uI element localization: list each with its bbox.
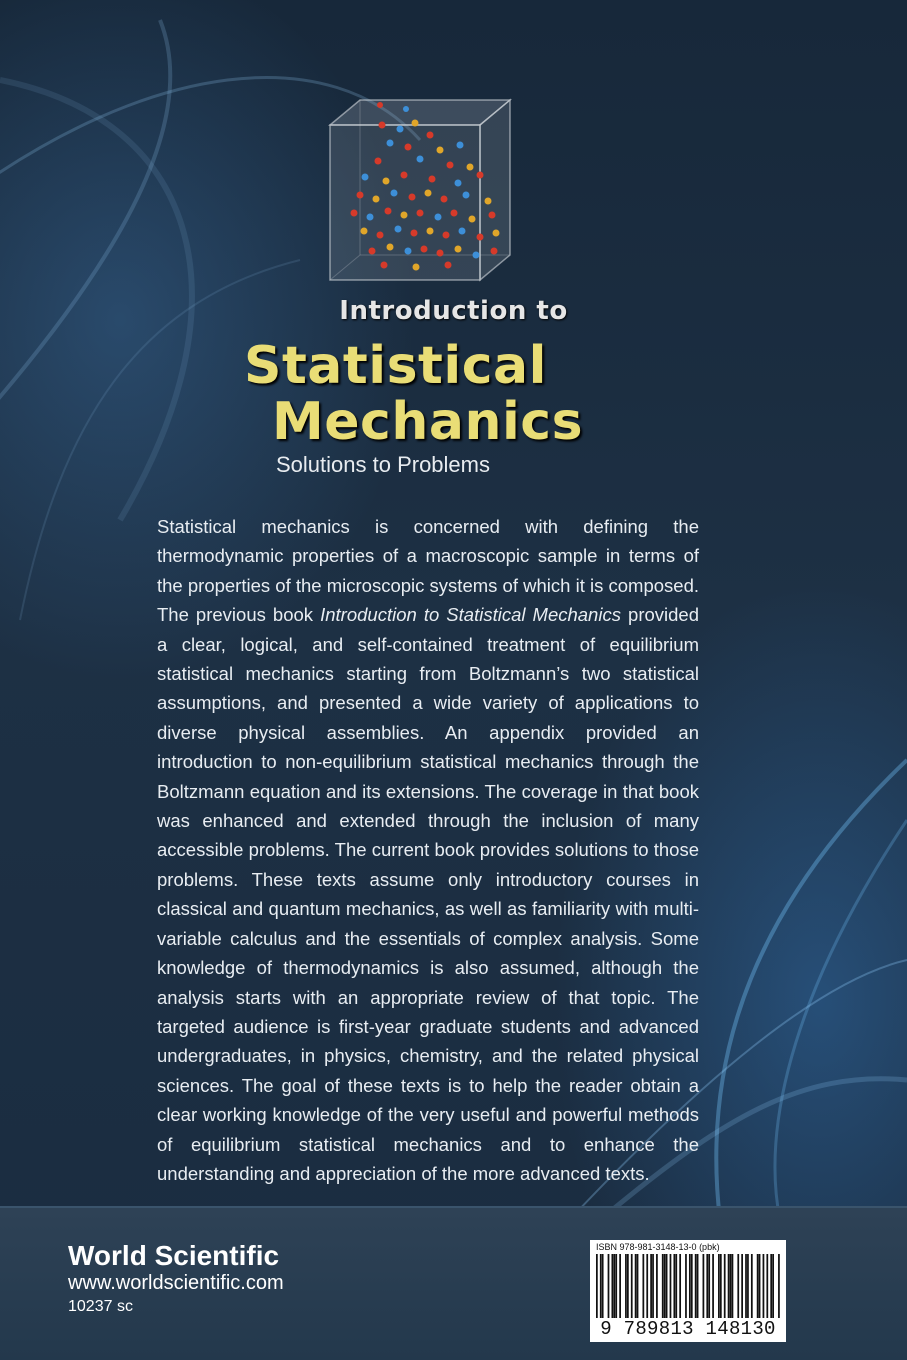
- blurb-book-title: Introduction to Statistical Mechanics: [320, 604, 621, 626]
- subtitle: Solutions to Problems: [276, 452, 490, 477]
- description-blurb: [157, 512, 699, 1188]
- barcode-bars: [596, 1254, 780, 1318]
- particle-cube-illustration: [320, 95, 520, 295]
- barcode: [590, 1240, 786, 1342]
- publisher-name: World Scientific: [68, 1240, 280, 1271]
- title-line-1: Introduction to: [339, 296, 568, 326]
- blurb-text-1: Statistical mechanics is concerned with defining the thermodynamic properties of a macroscopic sample in terms of the properties of the microscopic systems of which it is composed. The previous book: [157, 516, 699, 626]
- blurb-text-2: provided a clear, logical, and self-contained treatment of equilibrium statistical mechanics starting from Boltzmann’s two statistical assumptions, and presented a wide variety of applications to diverse physical assemblies. An appendix provided an introduction to non-equilibrium statistical mechanics through the Boltzmann equation and its extensions. The coverage in that book was enhanced and extended through the inclusion of many accessible problems. The current book provides solutions to those problems. These texts assume only introductory courses in classical and quantum mechanics, as well as familiarity with multi-variable calculus and the essentials of complex analysis. Some knowledge of thermodynamics is also assumed, although the analysis starts with an appropriate review of that topic. The targeted audience is first-year graduate students and advanced undergraduates, in physics, chemistry, and the related physical sciences. The goal of these texts is to help the reader obtain a clear working knowledge of the very useful and powerful methods of equilibrium statistical mechanics and to enhance the understanding and appreciation of the more advanced texts.: [157, 604, 699, 1184]
- isbn-label: ISBN 978-981-3148-13-0 (pbk): [596, 1242, 720, 1252]
- publisher-url: www.worldscientific.com: [68, 1272, 284, 1294]
- title-line-2: Statistical: [244, 336, 547, 396]
- title-line-3: Mechanics: [272, 392, 584, 452]
- publisher-code: 10237 sc: [68, 1298, 133, 1315]
- isbn-digits: 9 789813 148130: [600, 1318, 776, 1340]
